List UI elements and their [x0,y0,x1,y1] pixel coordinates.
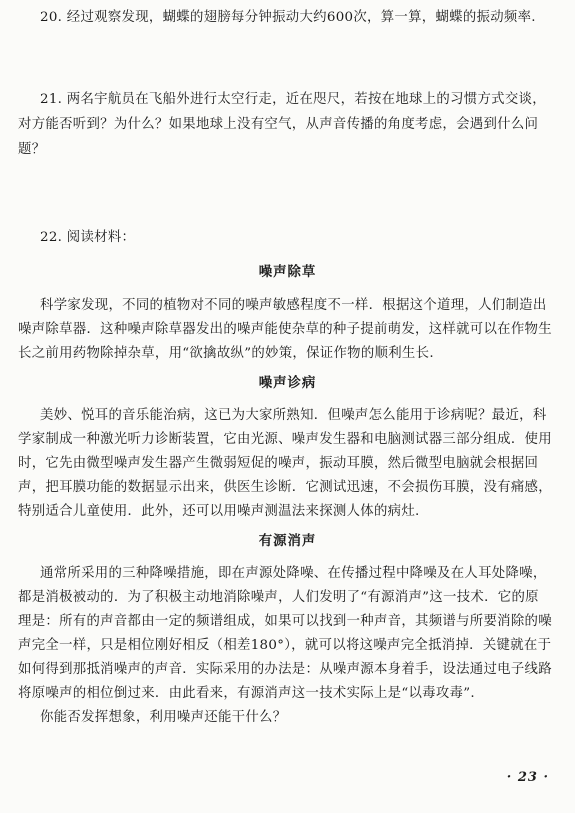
paragraph-line: 噪声除草器．这种噪声除草器发出的噪声能使杂草的种子提前萌发，这样就可以在作物生 [18,322,552,337]
paragraph-line: 如何得到那抵消噪声的声音．实际采用的办法是：从噪声源本身着手，设法通过电子线路 [18,662,552,677]
paragraph-line: 理是：所有的声音都由一定的频谱组成，如果可以找到一种声音，其频谱与所要消除的噪 [18,614,552,629]
paragraph-line: 时，它先由微型噪声发生器产生微弱短促的噪声，振动耳膜，然后微型电脑就会根据回 [18,456,539,471]
paragraph-line: 将原噪声的相位倒过来．由此看来，有源消声这一技术实际上是“以毒攻毒”. [18,686,475,701]
question-21-line-3: 题？ [18,142,46,157]
paragraph-line: 声完全一样，只是相位刚好相反（相差180°），就可以将这噪声完全抵消掉．关键就在于 [18,638,552,653]
section-title-noise-weeding: 噪声除草 [258,264,317,280]
page-number: · 23 · [506,770,549,785]
paragraph-line: 声，把耳膜功能的数据显示出来，供医生诊断．它测试迅速，不会损伤耳膜，没有痛感， [18,480,552,495]
paragraph-line: 都是消极被动的．为了积极主动地消除噪声，人们发明了“有源消声”这一技术．它的原 [18,590,539,605]
paragraph-line: 科学家发现，不同的植物对不同的噪声敏感程度不一样．根据这个道理，人们制造出 [40,298,547,313]
paragraph-line: 美妙、悦耳的音乐能治病，这已为大家所熟知．但噪声怎么能用于诊病呢？最近，科 [40,408,547,423]
paragraph-line: 特别适合儿童使用．此外，还可以用噪声测温法来探测人体的病灶. [18,504,420,519]
section-title-noise-diagnosis: 噪声诊病 [258,375,317,391]
closing-question: 你能否发挥想象，利用噪声还能干什么？ [40,710,287,725]
paragraph-line: 通常所采用的三种降噪措施，即在声源处降噪、在传播过程中降噪及在人耳处降噪， [40,566,547,581]
question-21-line-1: 21. 两名宇航员在飞船外进行太空行走，近在咫尺，若按在地球上的习惯方式交谈， [40,92,546,107]
question-22-intro: 22. 阅读材料： [40,230,136,245]
section-title-active-noise-cancel: 有源消声 [258,533,317,549]
paragraph-line: 长之前用药物除掉杂草，用“欲擒故纵”的妙策，保证作物的顺利生长. [18,346,434,361]
paragraph-line: 学家制成一种激光听力诊断装置，它由光源、噪声发生器和电脑测试器三部分组成．使用 [18,432,552,447]
question-20-text: 20. 经过观察发现，蝴蝶的翅膀每分钟振动大约600次，算一算，蝴蝶的振动频率. [40,10,536,25]
question-21-line-2: 对方能否听到？为什么？如果地球上没有空气，从声音传播的角度考虑，会遇到什么问 [18,117,539,132]
